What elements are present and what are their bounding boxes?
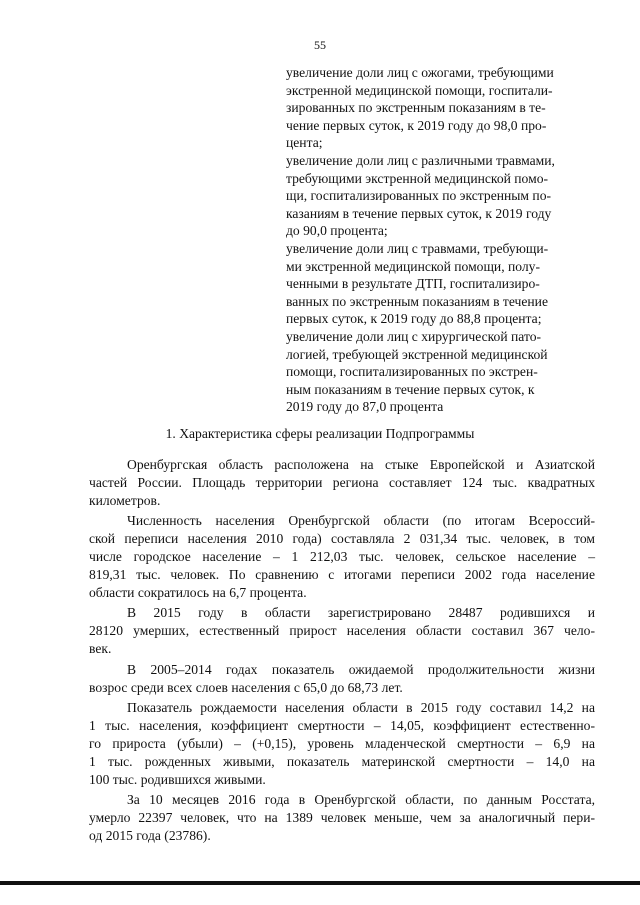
paragraph-line: километров.: [89, 492, 161, 508]
paragraph-line: В 2005–2014 годах показатель ожидаемой продолжительности жизни: [127, 661, 595, 677]
goal-line: увеличение доли лиц с различными травмами,: [286, 152, 555, 168]
paragraph-line: 819,31 тыс. человек. По сравнению с итогами переписи 2002 года население: [89, 566, 595, 582]
paragraph-region: [89, 456, 595, 509]
paragraph-line: области сократилось на 6,7 процента.: [89, 584, 307, 600]
paragraph-line: За 10 месяцев 2016 года в Оренбургской области, по данным Росстата,: [127, 792, 595, 808]
goal-line: щи, госпитализированных по экстренным по-: [286, 188, 552, 204]
paragraph-line: В 2015 году в области зарегистрировано 28487 родившихся и: [127, 605, 595, 621]
paragraph-line: го прироста (убыли) – (+0,15), уровень младенческой смертности – 6,9 на: [89, 735, 595, 751]
goal-line: до 90,0 процента;: [286, 223, 388, 239]
paragraph-line: частей России. Площадь территории региона составляет 124 тыс. квадратных: [89, 474, 595, 490]
goal-line: казаниям в течение первых суток, к 2019 году: [286, 205, 552, 221]
goal-line: требующими экстренной медицинской помо-: [286, 170, 549, 186]
goal-line: ми экстренной медицинской помощи, полу-: [286, 258, 541, 274]
paragraph-line: 28120 умерших, естественный прирост населения области составил 367 чело-: [89, 623, 595, 639]
goal-line: ным показаниям в течение первых суток, к: [286, 381, 535, 397]
paragraph-line: век.: [89, 640, 112, 656]
paragraph-line: 100 тыс. родившихся живыми.: [89, 771, 266, 787]
goal-line: ченными в результате ДТП, госпитализиро-: [286, 276, 540, 292]
goal-line: цента;: [286, 135, 323, 151]
paragraph-line: ской переписи населения 2010 года) составляла 2 031,34 тыс. человек, в том: [89, 531, 595, 547]
goal-line: первых суток, к 2019 году до 88,8 процента;: [286, 311, 542, 327]
paragraph-line: Оренбургская область расположена на стыке Европейской и Азиатской: [127, 457, 595, 472]
goal-line: зированных по экстренным показаниям в те-: [286, 100, 546, 116]
paragraph-mortality-2016: [89, 791, 595, 844]
paragraph-line: Показатель рождаемости населения области в 2015 году составил 14,2 на: [127, 700, 595, 716]
paragraph-life-expectancy: [89, 661, 595, 697]
page-bottom-rule: [0, 881, 640, 885]
paragraph-population: [89, 512, 595, 601]
goal-line: чение первых суток, к 2019 году до 98,0 про-: [286, 117, 547, 133]
goal-line: экстренной медицинской помощи, госпитали-: [286, 82, 553, 98]
paragraph-line: умерло 22397 человек, что на 1389 человек меньше, чем за аналогичный пери-: [89, 810, 595, 826]
paragraph-line: 1 тыс. населения, коэффициент смертности – 14,05, коэффициент естественно-: [89, 718, 595, 734]
paragraph-births-2015: [89, 604, 595, 657]
goal-line: логией, требующей экстренной медицинской: [286, 346, 548, 362]
goal-line: помощи, госпитализированных по экстрен-: [286, 364, 538, 380]
paragraph-line: Численность населения Оренбургской области (по итогам Всероссий-: [127, 513, 595, 529]
goals-list: [286, 64, 592, 416]
section-title: 1. Характеристика сферы реализации Подпрограммы: [165, 426, 475, 441]
paragraph-line: возрос среди всех слоев населения с 65,0 до 68,73 лет.: [89, 679, 403, 695]
paragraph-line: числе городское население – 1 212,03 тыс. человек, сельское население –: [89, 548, 595, 564]
goal-line: увеличение доли лиц с хирургической пато-: [286, 328, 542, 344]
goal-line: 2019 году до 87,0 процента: [286, 399, 444, 415]
goal-line: увеличение доли лиц с ожогами, требующими: [286, 65, 554, 80]
page-number: 55: [314, 38, 326, 52]
paragraph-line: од 2015 года (23786).: [89, 827, 211, 843]
paragraph-birth-rate: [89, 699, 595, 788]
paragraph-line: 1 тыс. рожденных живыми, показатель материнской смертности – 14,0 на: [89, 753, 595, 769]
goal-line: увеличение доли лиц с травмами, требующи-: [286, 240, 549, 256]
body-text: [89, 456, 595, 848]
goal-line: ванных по экстренным показаниям в течение: [286, 293, 548, 309]
